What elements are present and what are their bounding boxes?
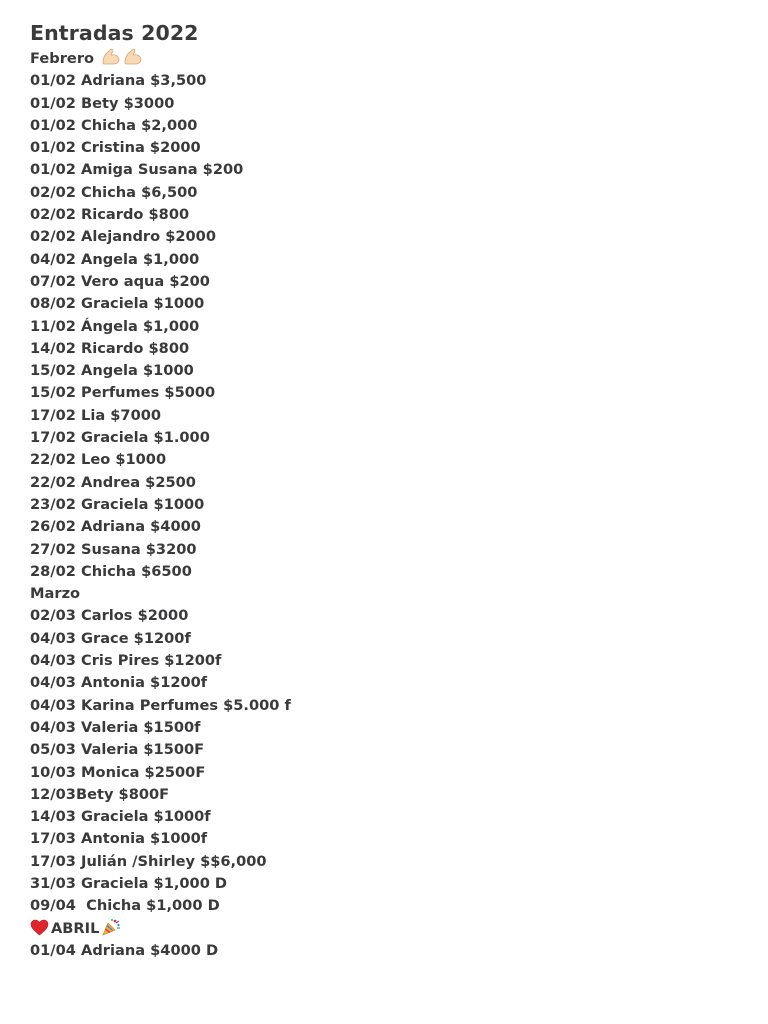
list-item[interactable]: 04/03 Karina Perfumes $5.000 f	[30, 696, 291, 714]
list-item[interactable]: 28/02 Chicha $6500	[30, 562, 192, 580]
list-item[interactable]: 01/04 Adriana $4000 D	[30, 941, 219, 959]
list-item[interactable]: 15/02 Perfumes $5000	[30, 384, 216, 402]
list-item[interactable]: 04/02 Angela $1,000	[30, 250, 200, 268]
list-item[interactable]: 31/03 Graciela $1,000 D	[30, 874, 228, 892]
list-item[interactable]: 04/03 Antonia $1200f	[30, 674, 208, 692]
list-item[interactable]: 01/02 Amiga Susana $200	[30, 161, 244, 179]
list-item[interactable]: 04/03 Grace $1200f	[30, 629, 191, 647]
section-marzo[interactable]: Marzo	[30, 585, 81, 603]
list-item[interactable]: 22/02 Andrea $2500	[30, 473, 196, 491]
list-item[interactable]: 14/03 Graciela $1000f	[30, 808, 211, 826]
list-item[interactable]: 17/02 Graciela $1.000	[30, 429, 210, 447]
list-item[interactable]: 01/02 Adriana $3,500	[30, 72, 207, 90]
list-item[interactable]: 02/02 Chicha $6,500	[30, 183, 198, 201]
list-item[interactable]: 17/02 Lia $7000	[30, 406, 162, 424]
list-item[interactable]: 14/02 Ricardo $800	[30, 339, 190, 357]
list-item[interactable]: 15/02 Angela $1000	[30, 362, 194, 380]
list-item[interactable]: 04/03 Cris Pires $1200f	[30, 652, 222, 670]
list-item[interactable]: 17/03 Julián /Shirley $$6,000	[30, 852, 267, 870]
list-item[interactable]: 01/02 Chicha $2,000	[30, 116, 198, 134]
list-item[interactable]: 02/02 Alejandro $2000	[30, 228, 216, 246]
note-lines	[30, 48, 750, 962]
list-item[interactable]: 09/04 Chicha $1,000 D	[30, 897, 220, 915]
note-body[interactable]	[30, 18, 750, 962]
list-item[interactable]: 10/03 Monica $2500F	[30, 763, 206, 781]
list-item[interactable]: 08/02 Graciela $1000	[30, 295, 205, 313]
list-item[interactable]: 27/02 Susana $3200	[30, 540, 197, 558]
list-item[interactable]: 11/02 Ángela $1,000	[30, 317, 200, 335]
list-item[interactable]: 01/02 Bety $3000	[30, 94, 175, 112]
section-abril[interactable]	[30, 918, 750, 940]
list-item[interactable]: 05/03 Valeria $1500F	[30, 741, 205, 759]
list-item[interactable]: 02/03 Carlos $2000	[30, 607, 189, 625]
list-item[interactable]: 22/02 Leo $1000	[30, 451, 167, 469]
list-item[interactable]: 17/03 Antonia $1000f	[30, 830, 208, 848]
list-item[interactable]: 12/03Bety $800F	[30, 785, 170, 803]
list-item[interactable]: 26/02 Adriana $4000	[30, 518, 201, 536]
section-label: Febrero	[30, 50, 95, 67]
list-item[interactable]: 01/02 Cristina $2000	[30, 139, 201, 157]
list-item[interactable]: 02/02 Ricardo $800	[30, 206, 190, 224]
list-item[interactable]: 07/02 Vero aqua $200	[30, 272, 210, 290]
section-label: ABRIL	[51, 919, 100, 937]
note-title[interactable]: Entradas 2022	[30, 21, 199, 45]
section-febrero[interactable]	[30, 48, 750, 70]
list-item[interactable]: 23/02 Graciela $1000	[30, 495, 205, 513]
list-item[interactable]: 04/03 Valeria $1500f	[30, 718, 201, 736]
